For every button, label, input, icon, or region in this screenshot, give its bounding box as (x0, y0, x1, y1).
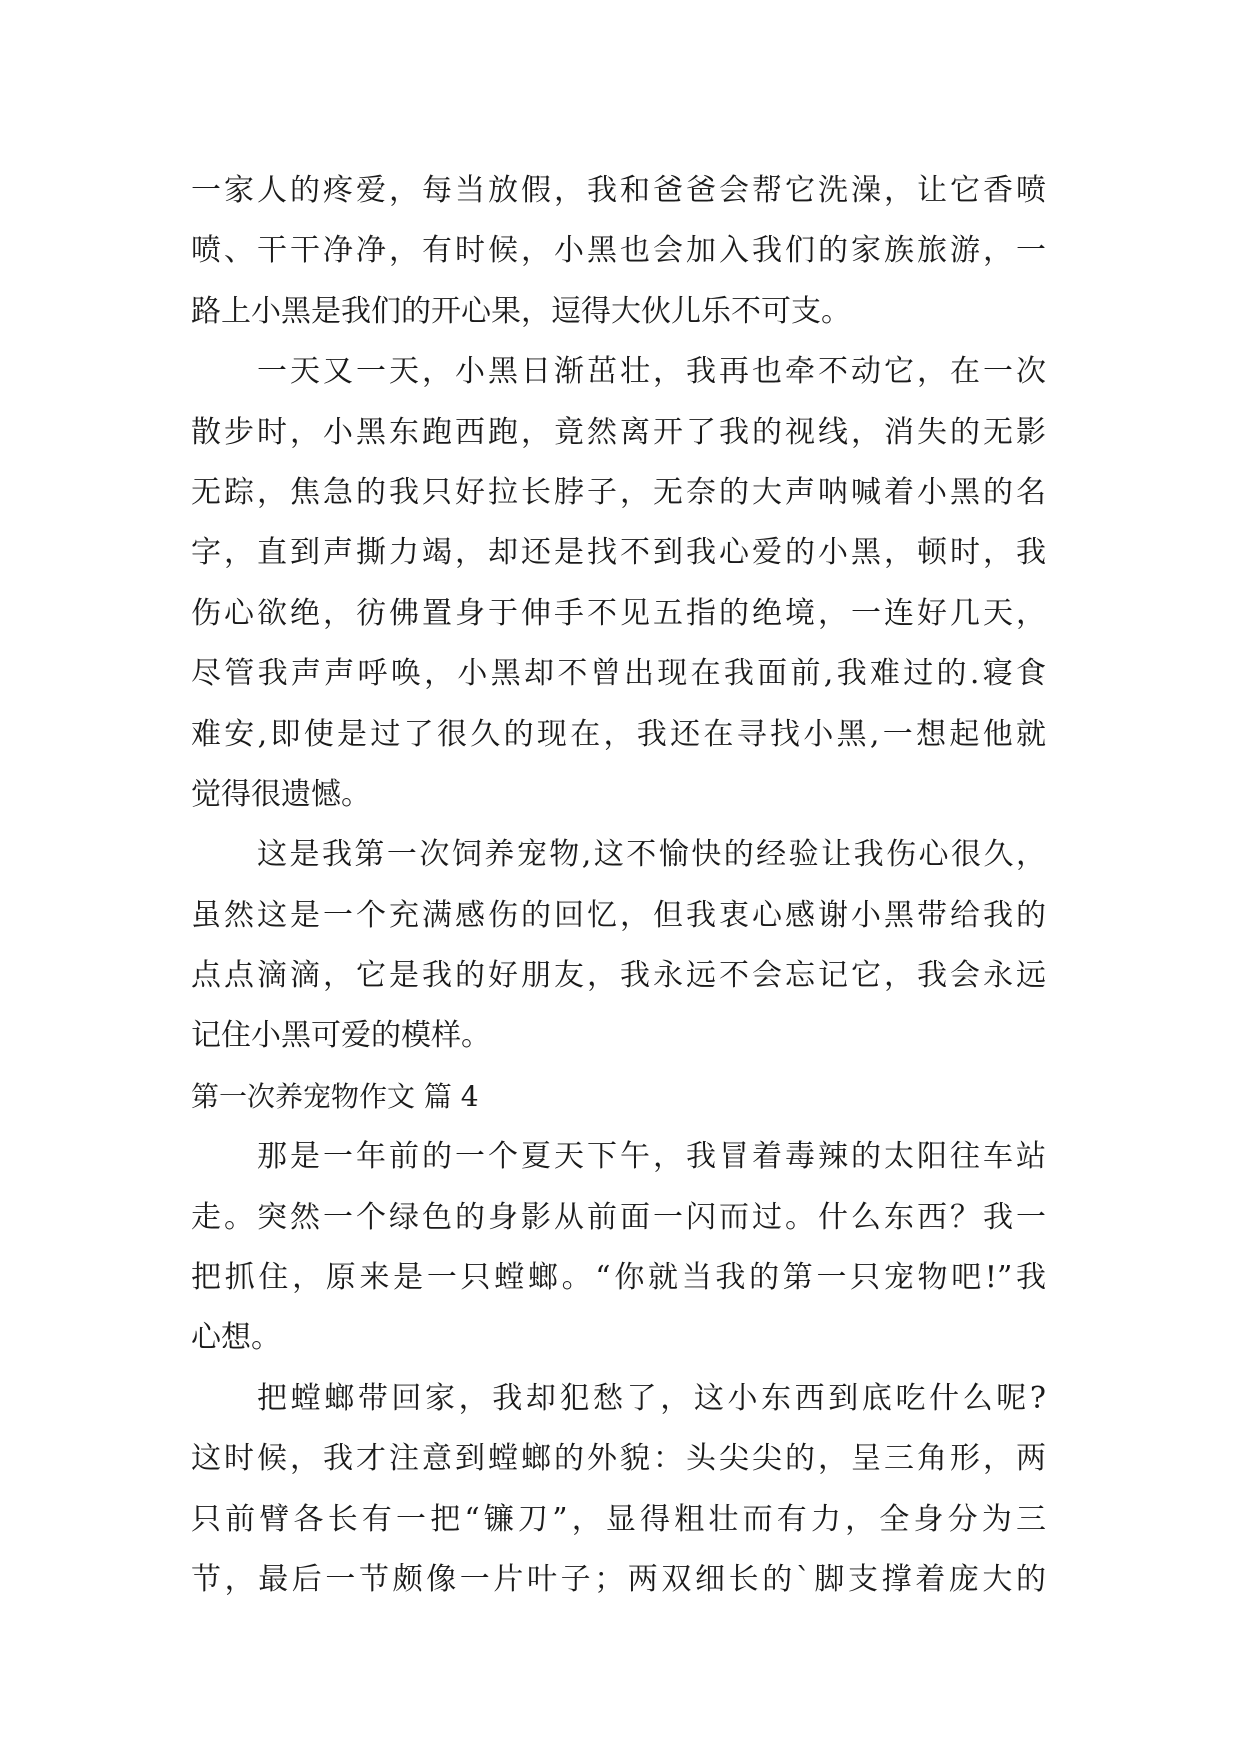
text-line: 一天又一天，小黑日渐茁壮，我再也牵不动它，在一次 (257, 354, 1046, 390)
text-line: 字，直到声撕力竭，却还是找不到我心爱的小黑，顿时，我 (191, 535, 1046, 571)
text-line: 节，最后一节颇像一片叶子；两双细长的`脚支撑着庞大的 (191, 1561, 1046, 1597)
text-line: 虽然这是一个充满感伤的回忆，但我衷心感谢小黑带给我的 (191, 897, 1046, 933)
text-line: 难安,即使是过了很久的现在，我还在寻找小黑,一想起他就 (191, 716, 1046, 752)
text-line: 这时候，我才注意到螳螂的外貌：头尖尖的，呈三角形，两 (191, 1441, 1046, 1477)
paragraph-1 (191, 161, 1046, 342)
text-line: 喷、干干净净，有时候，小黑也会加入我们的家族旅游，一 (191, 233, 1046, 269)
text-line: 觉得很遗憾。 (191, 776, 371, 812)
text-line: 记住小黑可爱的模样。 (191, 1018, 491, 1054)
section-heading: 第一次养宠物作文 篇 4 (191, 1079, 479, 1113)
text-line: 这是我第一次饲养宠物,这不愉快的经验让我伤心很久， (257, 837, 1046, 873)
text-line: 把螳螂带回家，我却犯愁了，这小东西到底吃什么呢? (257, 1380, 1046, 1416)
text-line: 那是一年前的一个夏天下午，我冒着毒辣的太阳往车站 (257, 1139, 1046, 1175)
text-line: 伤心欲绝，彷佛置身于伸手不见五指的绝境，一连好几天， (191, 595, 1046, 631)
text-line: 走。突然一个绿色的身影从前面一闪而过。什么东西？我一 (191, 1199, 1046, 1235)
paragraph-4 (191, 1127, 1046, 1369)
document-body (191, 161, 1046, 1610)
text-line: 散步时，小黑东跑西跑，竟然离开了我的视线，消失的无影 (191, 414, 1046, 450)
text-line: 只前臂各长有一把“镰刀”，显得粗壮而有力，全身分为三 (191, 1501, 1046, 1537)
text-line: 一家人的疼爱，每当放假，我和爸爸会帮它洗澡，让它香喷 (191, 173, 1046, 208)
paragraph-5 (191, 1369, 1046, 1611)
text-line: 路上小黑是我们的开心果，逗得大伙儿乐不可支。 (191, 293, 851, 329)
text-line: 把抓住，原来是一只螳螂。“你就当我的第一只宠物吧!”我 (191, 1260, 1046, 1296)
text-line: 心想。 (191, 1320, 281, 1356)
text-line: 尽管我声声呼唤，小黑却不曾出现在我面前,我难过的.寝食 (191, 656, 1046, 692)
paragraph-2 (191, 342, 1046, 825)
paragraph-3 (191, 825, 1046, 1067)
text-line: 点点滴滴，它是我的好朋友，我永远不会忘记它，我会永远 (191, 958, 1046, 994)
text-line: 无踪，焦急的我只好拉长脖子，无奈的大声呐喊着小黑的名 (191, 474, 1046, 510)
